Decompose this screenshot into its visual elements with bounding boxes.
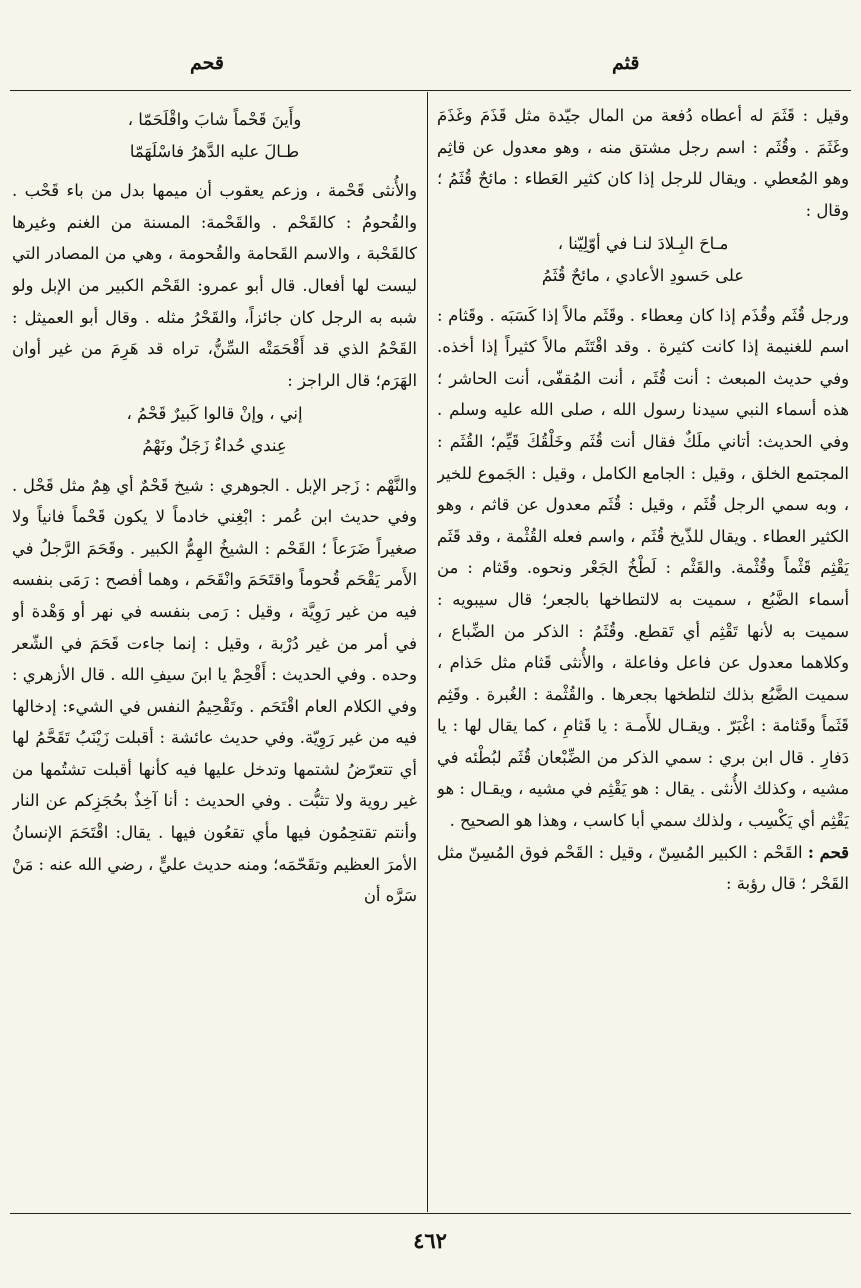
verse-block	[12, 104, 417, 167]
left-column	[12, 100, 417, 1208]
entry-qathama-continued: ورجل قُثَم وقُذَم إذا كان مِعطاء . وقَثَم مالاً إذا كَسَبَه . وقَثام : اسم للغنيمة إذا كانت كثيرة . وقد اقْتَثَم مالاً كثيراً إذا أخذه. وفي حديث المبعث : أنت قُثَم ، أنت المُقفّى، أنت الحاشر ؛ هذه أسماء النبي سيدنا رسول الله ، صلى الله عليه وسلم . وفي الحديث: أتاني ملَكٌ فقال أنت قُثَم وخَلْقُكَ قَيِّم؛ القُثَم : المجتمع الخلق ، وقيل : الجامع الكامل ، وقيل : الجَموع للخير ، وبه سمي الرجل قُثَم ، وقيل : قُثَم معدول عن قاثم ، وهو الكثير العطاء . ويقال للذّيخ قُثَم ، واسم فعله القُثْمة ، وقد قَثَم يَقْثِم قَثْماً وقُثْمة. والقَثْم : لَطْخُ الجَعْر ونحوه. وقَثام : من أسماء الضَّبُع ، سميت به لالتطاخها بالجعر؛ قال سيبويه : سميت به لأنها تَقْثِم أي تَقطع. وقُثَمُ : الذكر من الضِّباع ، وكلاهما معدول عن فاعل وفاعلة ، والأُنثى قَثام مثل حَذام ، سميت الضَّبُع بذلك لتلطخها بجعرها . والقُثْمة : الغُبرة . وقَثِم قَثَماً وقَثامة : اغْبَرّ . ويقـال للأَمـة : يا قَثامِ ، كما يقال لها : يا دَفارِ . قال ابن بري : سمي الذكر من الضِّبْعان قُثَم لبُطْئه في مشيه ، وكذلك الأُنثى . يقال : هو يَقْثِم في مشيه ، ويقـال : هو يَقْثِم أي يَكْسِب ، ولذلك سمي أبا كاسب ، وهذا هو الصحيح .	[437, 305, 849, 831]
verse-line: عِندي حُداءٌ زَجَلٌ ونَهْمُ	[142, 435, 287, 455]
bottom-rule	[10, 1213, 851, 1214]
verse-line: وأَينَ قَحْماً شابَ واقْلَحَمّا ،	[127, 110, 302, 129]
page-number: ٤٦٢	[413, 1228, 447, 1253]
entry-qahama-continued: والنَّهْم : زَجر الإبل . الجوهري : شيخ قَحْمٌ أي هِمٌ مثل قَحْل . وفي حديث ابن عُمر : ابْغِني خادماً لا يكون قَحْماً فانياً ولا صغيراً ضَرَعاً ؛ القَحْم : الشيخُ الهِمُّ الكبير . وقَحَمَ الرَّجلُ في الأَمر يَقْحَم قُحوماً واقتَحَمَ وانْقَحَم ، وهما أفصح : رَمَى بنفسه فيه من غير رَوِيَّة ، وقيل : رَمى بنفسه في نهر أو وَهْدة أو في أمر من غير دُرْبة ، وقيل : إنما جاءت قَحَمَ في الشّعر وحده . وفي الحديث : أَقْحِمْ يا ابنَ سيفِ الله . قال الأزهري : وفي الكلام العام اقْتَحَم . وتَقْحِيمُ النفس في الشيء: إدخالها فيه من غير رَوِيّة. وفي حديث عائشة : أقبلت زَيْنَبُ تَقَحَّمُ لها أي تتعرّضُ لشتمها وتدخل عليها فيه كأنها أقبلت تشتُمها من غير روية ولا تثبُّت . وفي الحديث : أنا آخِذٌ بحُجَزِكم عن النار وأنتم تقتحِمُون فيها مأي تقعُون فيها . يقال: اقْتَحَمَ الإنسانُ الأمرَ العظيم وتقَحّمَه؛ ومنه حديث عليٍّ ، رضي الله عنه : مَنْ سَرَّه أن	[12, 475, 417, 906]
verse-line: مـاحَ البِـلادَ لنـا في أوّلِيّنا ،	[557, 234, 729, 254]
verse-line: على حَسودِ الأعادي ، مائحٌ قُثَمُ	[541, 265, 745, 285]
entry-qathama-text: وقيل : قَثَمَ له أعطاه دُفعة من المال جيّدة مثل قَذَمَ وغَذَمَ وغَثَمَ . وقُثَم : اسم رجل مشتق منه ، وهو معدول عن قاثِم وهو المُعطي . ويقال للرجل إذا كان كثير العَطاء : مائحٌ قُثَمُ ؛ وقال :	[437, 106, 849, 220]
verse-block	[437, 228, 849, 291]
column-divider	[427, 92, 428, 1212]
verse-line: إني ، وإنْ قالوا كَبيرٌ قَحْمُ ،	[126, 404, 303, 424]
verse-line: طـالَ عليه الدَّهرُ فاسْلَهَمّا	[129, 141, 300, 161]
entry-qahama-start	[437, 837, 849, 900]
running-head-right: قثم	[612, 52, 640, 74]
headword: قحم :	[807, 842, 849, 862]
top-rule	[10, 90, 851, 91]
running-head-left: قحم	[190, 52, 224, 74]
entry-qahama-text: والأُنثى قَحْمة ، وزعم يعقوب أن ميمها بدل من باء قَحْب . والقُحومُ : كالقَحْم . والقَحْمة: المسنة من الغنم وغيرها كالقَحْبة ، والاسم القَحامة والقُحومة ، وهي من المصادر التي ليست لها أفعال. قال أبو عمرو: القَحْم الكبير من الإبل ولو شبه به الرجل كان جائزاً، والقَحْرُ مثله . وقال أبو العميثل : القَحْمُ الذي قد أَقْحَمَتْه السِّنُّ، تراه قد هَرِمَ من غير أوان الهَرَم؛ قال الراجز :	[12, 181, 417, 390]
verse-block	[12, 398, 417, 461]
right-column	[437, 100, 849, 1208]
entry-text: القَحْم : الكبير المُسِنّ ، وقيل : القَحْم فوق المُسِنّ مثل القَحْر ؛ قال رؤبة :	[437, 842, 849, 894]
